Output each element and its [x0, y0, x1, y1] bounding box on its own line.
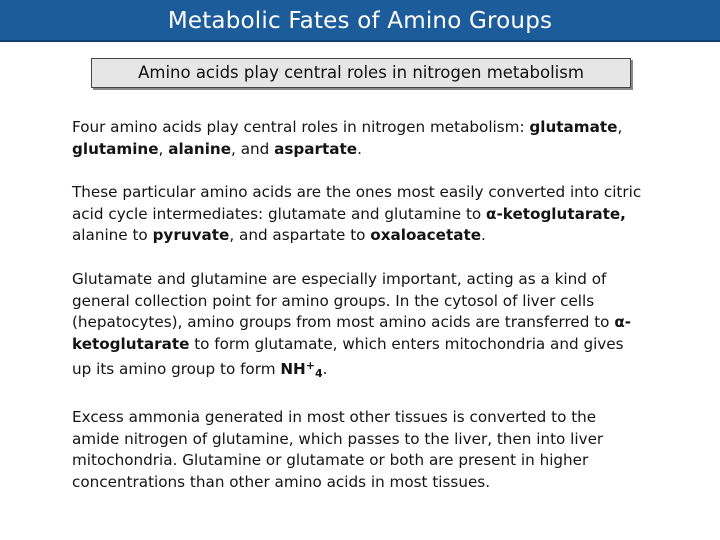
content-body	[72, 117, 647, 515]
ammonium-charge: +	[305, 359, 315, 373]
paragraph-3	[72, 269, 647, 385]
p2-text-1: These particular amino acids are the ones most easily converted into citric acid cycle intermediates: glutamate and glutamine to	[72, 183, 642, 223]
p1-text-2: ,	[617, 118, 623, 136]
p1-text-1: Four amino acids play central roles in nitrogen metabolism:	[72, 118, 530, 136]
p3-text-1: Glutamate and glutamine are especially important, acting as a kind of general collection point for amino groups. In the cytosol of liver cells (hepatocytes), amino groups from most amino acids are transferred to	[72, 269, 615, 332]
p1-text-3: ,	[158, 139, 169, 158]
p3-text-2: to form glutamate, which enters mitochondria and gives up its amino group to form	[72, 334, 624, 379]
paragraph-2	[72, 182, 647, 247]
ammonium-nh: NH	[280, 360, 306, 379]
paragraph-1	[72, 117, 647, 160]
p2-text-4: .	[481, 226, 486, 245]
term-alanine: alanine	[168, 139, 232, 158]
paragraph-4: Excess ammonia generated in most other tissues is converted to the amide nitrogen of glutamine, which passes to the liver, then into liver mitochondria. Glutamine or glutamate or both are present in higher concentrations than other amino acids in most tissues.	[72, 407, 604, 491]
page-title: Metabolic Fates of Amino Groups	[167, 8, 553, 34]
title-bar	[0, 0, 720, 42]
term-alpha-ketoglutarate: α-ketoglutarate,	[486, 204, 626, 223]
term-oxaloacetate: oxaloacetate	[370, 226, 482, 245]
term-ammonium	[280, 359, 323, 381]
p2-text-3: , and aspartate to	[229, 226, 371, 245]
p2-text-2: alanine to	[72, 226, 153, 245]
term-glutamine: glutamine	[72, 139, 159, 158]
term-glutamate: glutamate	[529, 118, 618, 136]
p1-text-5: .	[357, 139, 362, 158]
subtitle-text: Amino acids play central roles in nitrogen metabolism	[138, 63, 584, 82]
term-alpha-ketoglutarate-2: α-ketoglutarate	[72, 313, 632, 353]
term-pyruvate: pyruvate	[152, 226, 230, 245]
subtitle-box	[91, 58, 631, 88]
p3-text-3: .	[322, 360, 328, 379]
p1-text-4: , and	[231, 139, 275, 158]
term-aspartate: aspartate	[274, 139, 358, 158]
ammonium-subscript: 4	[314, 367, 323, 381]
